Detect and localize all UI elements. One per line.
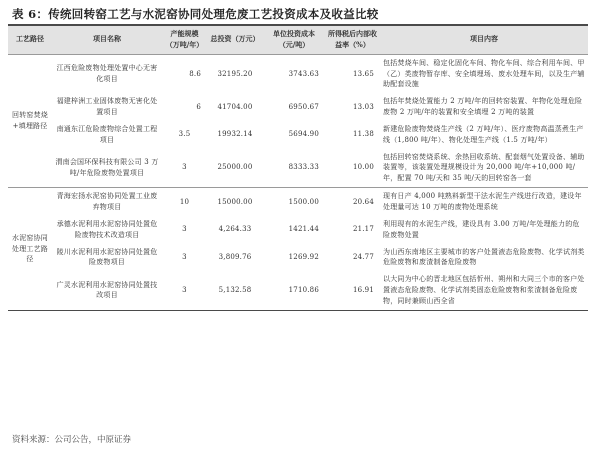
irr-cell: 10.00 xyxy=(352,163,374,172)
table-header xyxy=(8,25,588,54)
capacity-cell: 8.6 xyxy=(162,54,207,93)
header-name: 项目名称 xyxy=(93,34,121,44)
unit-cost-cell: 6950.67 xyxy=(288,102,319,111)
unit-cost-cell: 1421.44 xyxy=(288,225,319,234)
capacity-cell: 3 xyxy=(182,252,187,261)
table-body xyxy=(8,54,588,310)
invest-cell: 41704.00 xyxy=(217,102,253,111)
irr-cell: 13.65 xyxy=(325,54,380,93)
content-cell: 为山西东南地区主要城市的客户处置液态危险废物、化学试剂类危险废物和废渣制备危险废物 xyxy=(383,247,585,267)
irr-cell: 16.91 xyxy=(352,286,374,295)
capacity-cell: 6 xyxy=(196,102,201,111)
project-name: 青海宏扬水泥窑协同处置工业废弃物项目 xyxy=(52,188,162,216)
header-irr: 所得税后内部收益率（%） xyxy=(328,29,377,49)
header-unit-cost: 单位投资成本（元/吨） xyxy=(273,29,315,49)
project-name: 承德水泥利用水泥窑协同处置危险废物技术改造项目 xyxy=(56,219,158,239)
irr-cell: 24.77 xyxy=(352,252,374,261)
project-name: 福建梓洲工业固体废物无害化处置项目 xyxy=(56,97,158,117)
project-name: 陵川水泥利用水泥窑协同处置危险废物项目 xyxy=(56,247,158,267)
irr-cell: 20.64 xyxy=(325,188,380,216)
unit-cost-cell: 5694.90 xyxy=(288,130,319,139)
table-title: 表 6：传统回转窑工艺与水泥窑协同处理危废工艺投资成本及收益比较 xyxy=(12,7,379,21)
table-row xyxy=(8,54,588,93)
content-cell: 包括回转窑焚烧系统、余热回收系统、配套烟气处置设备、辅助装置等，该装置处理规模设计为 20,000 吨/年+10,000 吨/年，配置 70 吨/天和 35 吨/天的回转窑各一套 xyxy=(383,152,585,183)
invest-cell: 3,809.76 xyxy=(218,252,252,261)
capacity-cell: 3 xyxy=(182,163,187,172)
source-note: 资料来源：公司公告，中原证券 xyxy=(12,435,132,445)
project-name: 渭南会国环保科技有限公司 3 万吨/年危险废物处置项目 xyxy=(55,158,159,177)
route-cell: 回转窑焚烧+填埋路径 xyxy=(8,54,52,187)
irr-cell: 11.38 xyxy=(352,130,374,139)
header-capacity: 产能规模（万吨/年） xyxy=(165,29,204,49)
invest-cell: 4,264.33 xyxy=(218,225,252,234)
route-cell: 水泥窑协同处理工艺路径 xyxy=(8,188,52,311)
table-row xyxy=(8,121,588,149)
project-name: 广灵水泥利用水泥窑协同处置技改项目 xyxy=(56,280,158,300)
table-row xyxy=(8,188,588,216)
irr-cell: 21.17 xyxy=(352,225,374,234)
content-cell: 包括焚烧车间、稳定化固化车间、物化车间、综合利用车间、甲（乙）类废物暂存库、安全填埋场、废水处理车间，以及生产辅助配套设施 xyxy=(380,54,588,93)
unit-cost-cell: 1500.00 xyxy=(263,188,325,216)
header-invest: 总投资（万元） xyxy=(210,34,260,44)
header-content: 项目内容 xyxy=(470,34,498,44)
content-cell: 新建危险废物焚烧生产线（2 万吨/年）、医疗废物高温蒸煮生产线（1,800 吨/年）、物化处理生产线（1.5 万吨/年） xyxy=(383,124,584,144)
project-name: 南通东江危险废物综合处置工程项目 xyxy=(56,124,158,144)
header-route: 工艺路径 xyxy=(16,34,44,44)
capacity-cell: 3 xyxy=(182,225,187,234)
invest-cell: 19932.14 xyxy=(217,130,253,139)
invest-cell: 15000.00 xyxy=(207,188,263,216)
table-row xyxy=(8,93,588,121)
project-name: 江西危险废物处理处置中心无害化项目 xyxy=(52,54,162,93)
table-row xyxy=(8,244,588,272)
comparison-table xyxy=(8,24,588,311)
invest-cell: 25000.00 xyxy=(217,163,253,172)
capacity-cell: 3 xyxy=(182,286,187,295)
content-cell: 利用现有的水泥生产线，建设具有 3.00 万吨/年处理能力的危险废物处置 xyxy=(383,219,580,239)
content-cell: 现有日产 4,000 吨熟料新型干法水泥生产线进行改造，建设年处理量可达 10 万吨的废物处理系统 xyxy=(380,188,588,216)
table-row xyxy=(8,271,588,310)
unit-cost-cell: 1269.92 xyxy=(288,252,319,261)
capacity-cell: 10 xyxy=(162,188,207,216)
content-cell: 以大同为中心的晋北地区包括忻州、朔州和大同三个市的客户处置液态危险废物、化学试剂类固态危险废物和浆渣制备危险废物，同时兼顾山西全省 xyxy=(383,275,585,305)
unit-cost-cell: 3743.63 xyxy=(263,54,325,93)
content-cell: 包括年焚烧处置能力 2 万吨/年的回转窑装置、年物化处理危险废物 2 万吨/年的装置和安全填埋 2 万吨的装置 xyxy=(383,97,583,117)
capacity-cell: 3.5 xyxy=(178,130,191,139)
table-row xyxy=(8,216,588,244)
unit-cost-cell: 1710.86 xyxy=(288,286,319,295)
table-row xyxy=(8,149,588,188)
invest-cell: 5,132.58 xyxy=(218,286,252,295)
unit-cost-cell: 8333.33 xyxy=(288,163,319,172)
invest-cell: 32195.20 xyxy=(207,54,263,93)
irr-cell: 13.03 xyxy=(352,102,374,111)
